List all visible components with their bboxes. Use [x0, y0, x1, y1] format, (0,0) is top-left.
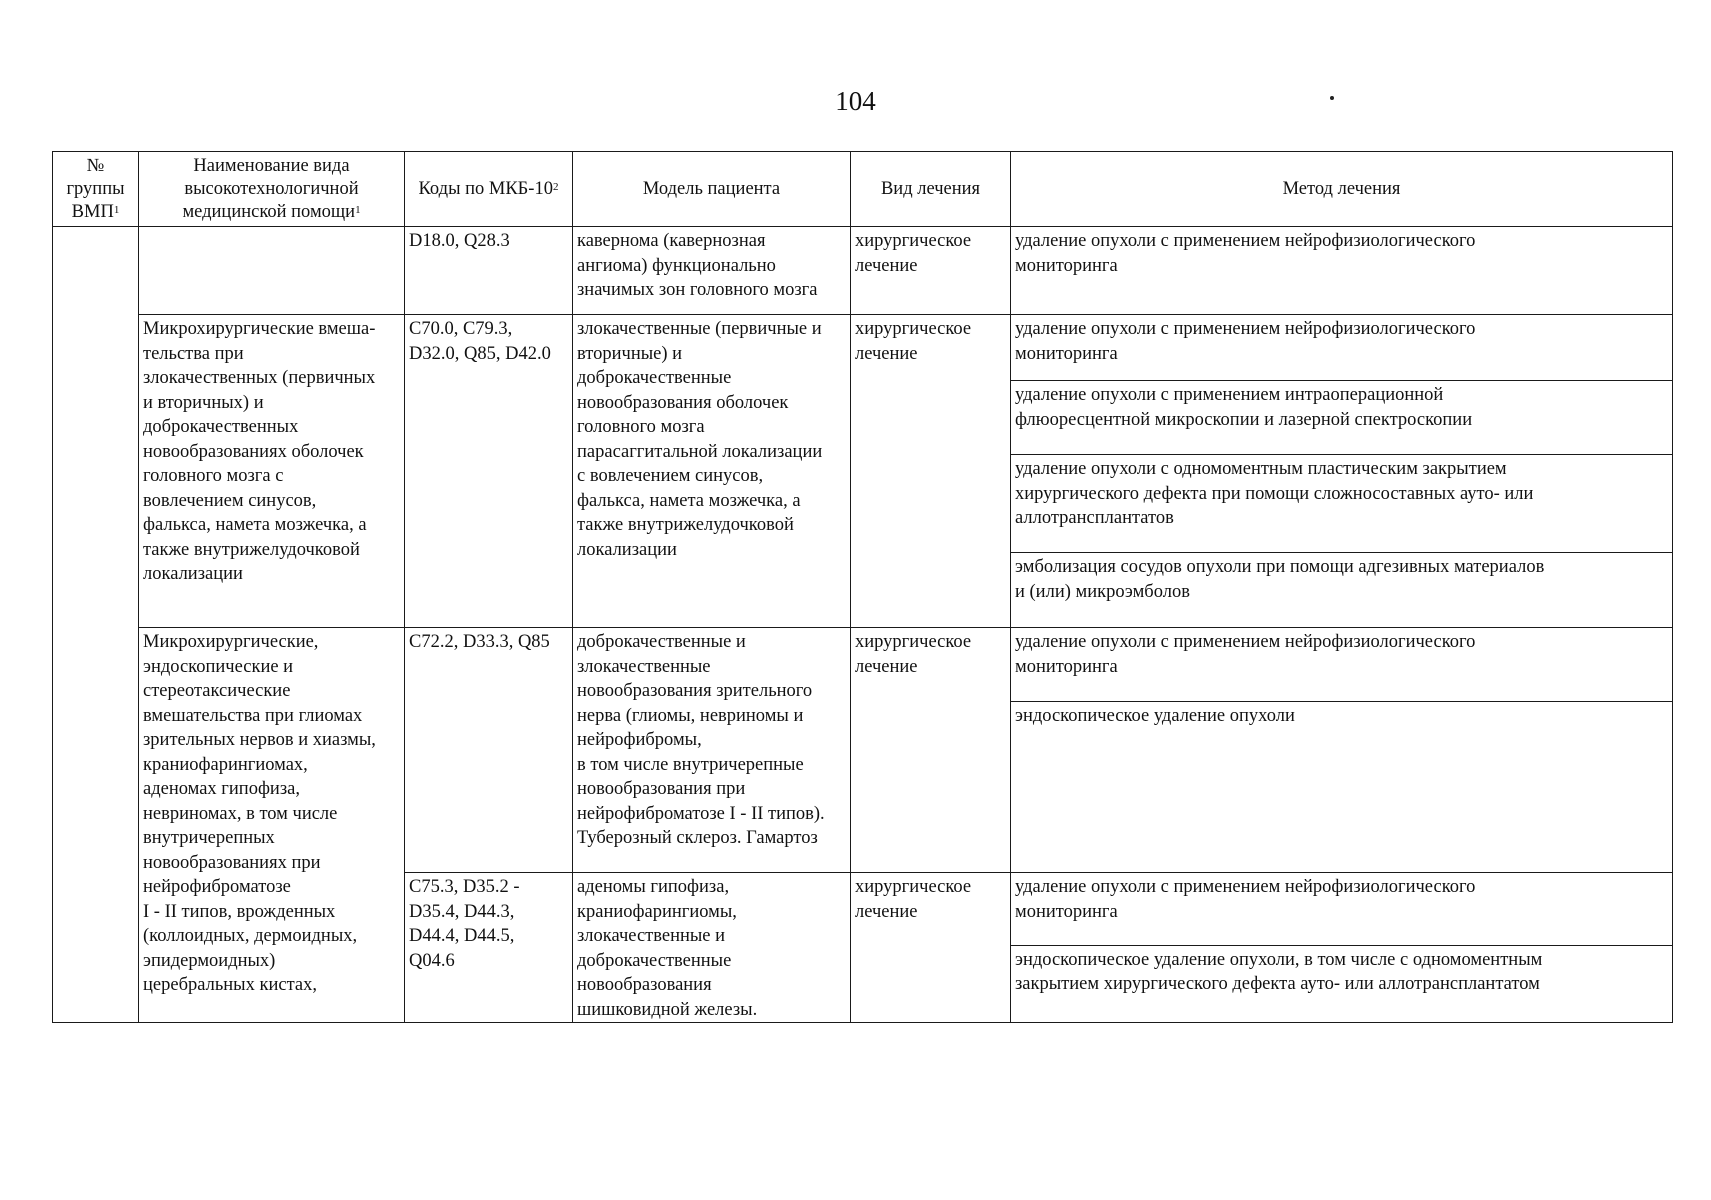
- header-treatment-method: Метод лечения: [1011, 152, 1673, 227]
- care-name-cell: [139, 227, 405, 315]
- header-care-name: Наименование вида высокотехнологичной медицинской помощи$^1$: [139, 152, 405, 227]
- treatment-method-cell: удаление опухоли с одномоментным пластическим закрытием хирургического дефекта при помощи сложносоставных ауто- или аллотрансплантатов: [1011, 455, 1673, 553]
- icd-codes-cell: C75.3, D35.2 - D35.4, D44.3, D44.4, D44.5, Q04.6: [405, 873, 573, 1023]
- header-treatment-type: Вид лечения: [851, 152, 1011, 227]
- table-row: [53, 315, 1673, 381]
- icd-codes-cell: C70.0, C79.3, D32.0, Q85, D42.0: [405, 315, 573, 628]
- patient-model-cell: аденомы гипофиза, краниофарингиомы, злокачественные и доброкачественные новообразования шишковидной железы.: [573, 873, 851, 1023]
- treatment-method-cell: удаление опухоли с применением интраоперационной флюоресцентной микроскопии и лазерной спектроскопии: [1011, 381, 1673, 455]
- treatment-type-cell: хирургическое лечение: [851, 628, 1011, 873]
- patient-model-cell: доброкачественные и злокачественные новообразования зрительного нерва (глиомы, невриномы и нейрофибромы, в том числе внутричерепные новообразования при нейрофиброматозе I - II типов). Туберозный склероз. Гамартоз: [573, 628, 851, 873]
- header-group-no: № группы ВМП$^1$: [53, 152, 139, 227]
- treatment-type-cell: хирургическое лечение: [851, 227, 1011, 315]
- icd-codes-cell: C72.2, D33.3, Q85: [405, 628, 573, 873]
- treatment-method-cell: удаление опухоли с применением нейрофизиологического мониторинга: [1011, 873, 1673, 946]
- header-patient-model: Модель пациента: [573, 152, 851, 227]
- scan-speck: [1330, 96, 1334, 100]
- treatment-type-cell: хирургическое лечение: [851, 873, 1011, 1023]
- treatment-method-cell: эндоскопическое удаление опухоли: [1011, 702, 1673, 873]
- patient-model-cell: злокачественные (первичные и вторичные) и доброкачественные новообразования оболочек головного мозга парасаггитальной локализации с вовлечением синусов, фалькса, намета мозжечка, а также внутрижелудочковой локализации: [573, 315, 851, 628]
- icd-codes-cell: D18.0, Q28.3: [405, 227, 573, 315]
- treatment-method-cell: удаление опухоли с применением нейрофизиологического мониторинга: [1011, 628, 1673, 702]
- header-row: [53, 152, 1673, 227]
- group-no-cell: [53, 227, 139, 1023]
- treatment-table: [52, 151, 1673, 1023]
- header-icd-codes: Коды по МКБ-$10^2$: [405, 152, 573, 227]
- treatment-type-cell: хирургическое лечение: [851, 315, 1011, 628]
- treatment-method-cell: удаление опухоли с применением нейрофизиологического мониторинга: [1011, 315, 1673, 381]
- table-row: [53, 628, 1673, 702]
- treatment-method-cell: эмболизация сосудов опухоли при помощи адгезивных материалов и (или) микроэмболов: [1011, 553, 1673, 628]
- care-name-cell: Микрохирургические вмеша- тельства при злокачественных (первичных и вторичных) и доброкачественных новообразованиях оболочек головного мозга с вовлечением синусов, фалькса, намета мозжечка, а также внутрижелудочковой локализации: [139, 315, 405, 628]
- treatment-method-cell: удаление опухоли с применением нейрофизиологического мониторинга: [1011, 227, 1673, 315]
- care-name-cell: Микрохирургические, эндоскопические и стереотаксические вмешательства при глиомах зрительных нервов и хиазмы, краниофарингиомах, аденомах гипофиза, невриномах, в том числе внутричерепных новообразованиях при нейрофиброматозе I - II типов, врожденных (коллоидных, дермоидных, эпидермоидных) церебральных кистах,: [139, 628, 405, 1023]
- patient-model-cell: кавернома (кавернозная ангиома) функционально значимых зон головного мозга: [573, 227, 851, 315]
- page-number: 104: [835, 86, 876, 116]
- table-row: [53, 227, 1673, 315]
- treatment-method-cell: эндоскопическое удаление опухоли, в том числе с одномоментным закрытием хирургического дефекта ауто- или аллотрансплантатом: [1011, 945, 1673, 1022]
